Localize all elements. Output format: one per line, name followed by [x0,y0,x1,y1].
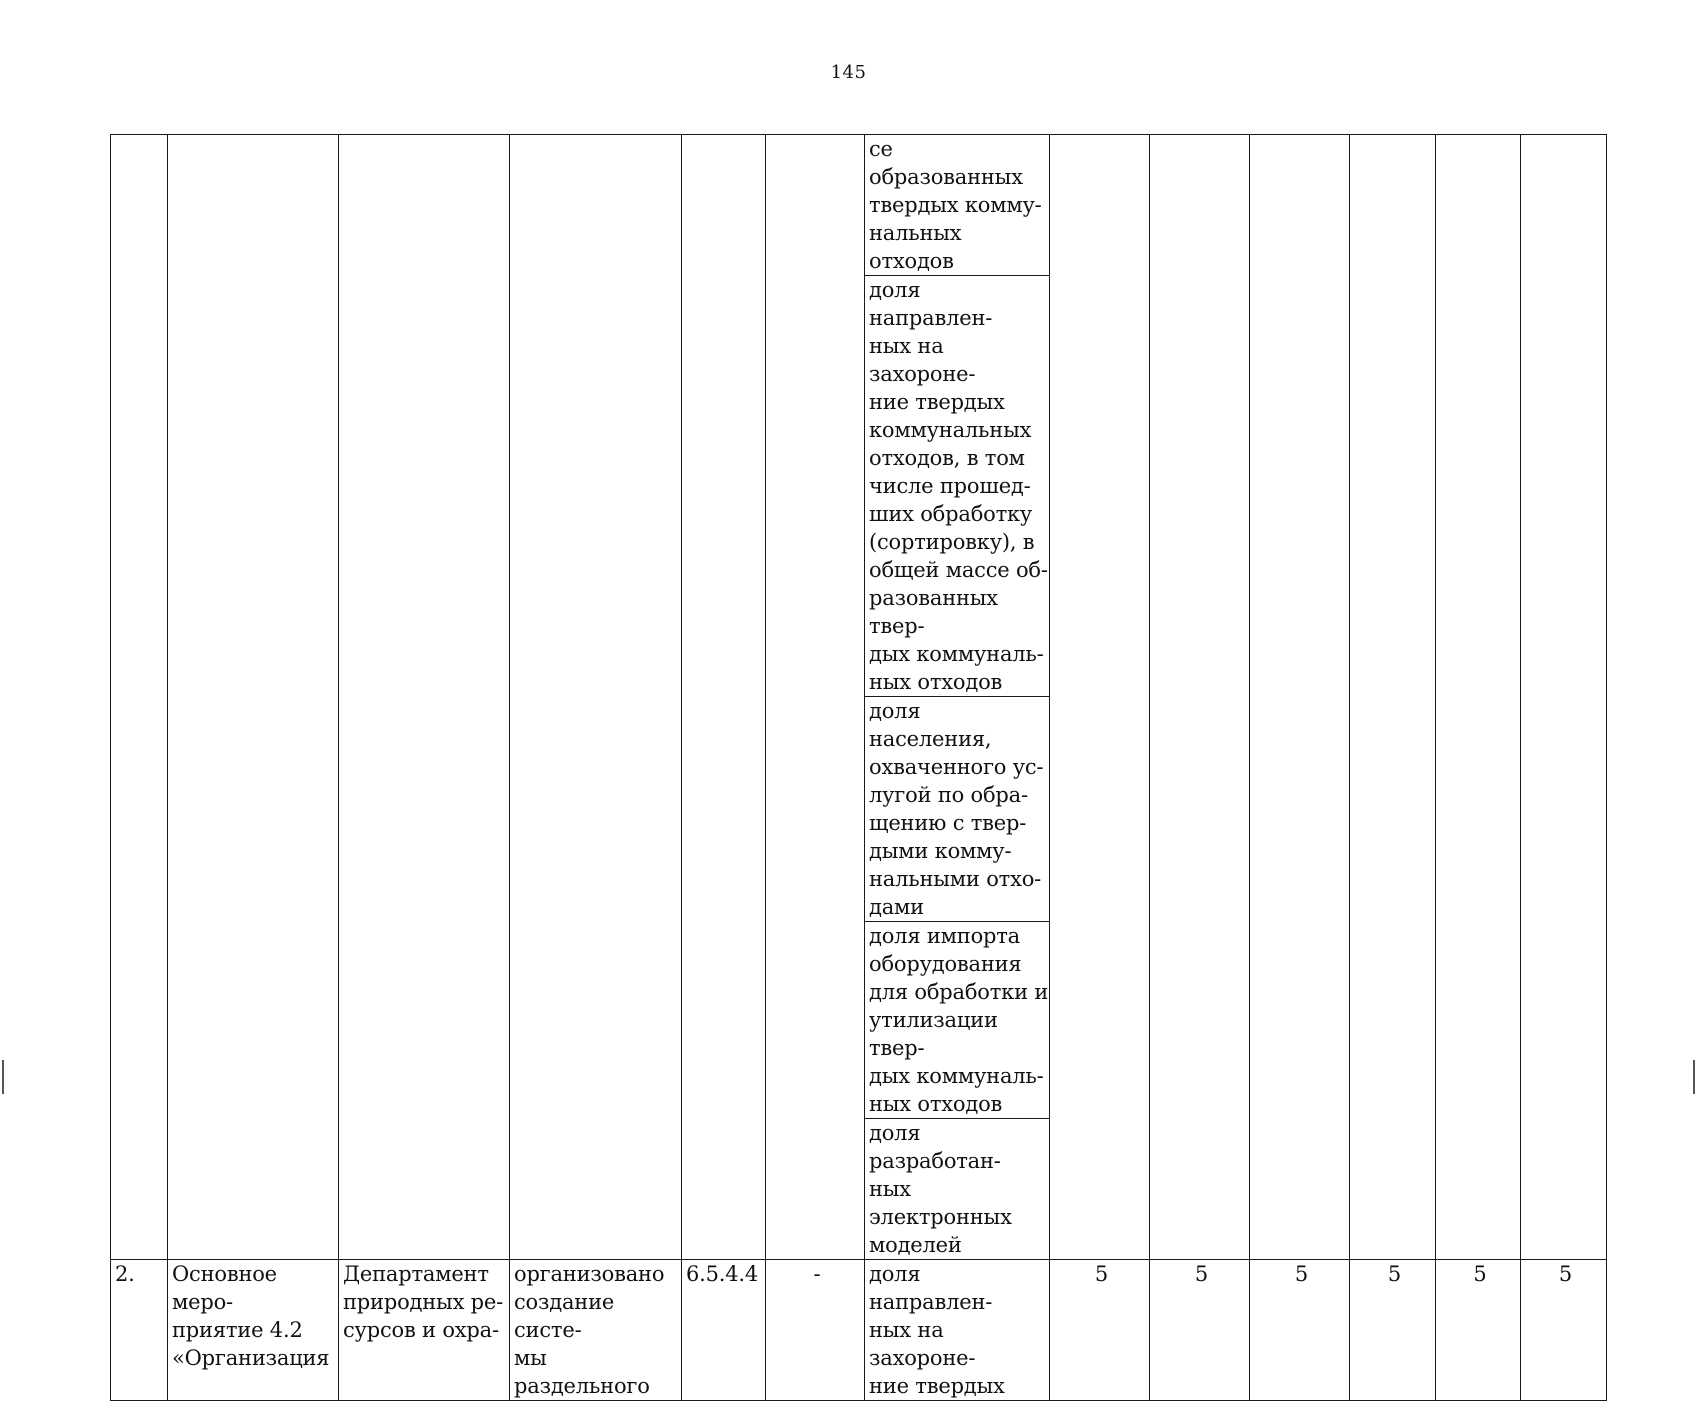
cell-result-empty [510,135,682,1260]
value-cell: 5 [1521,1260,1607,1401]
cell-code-empty [682,135,766,1260]
cell-value-empty [1521,135,1607,1260]
cell-executor-empty [339,135,510,1260]
indicator-cell: доля направлен- ных на захороне- ние твердых коммунальных отходов, в том числе прошед- ших обработку (сортировку), в общей массе об- разованных твер- дых коммуналь- ных отходов [865,276,1050,697]
cell-measure-empty [168,135,339,1260]
scan-margin-mark [1693,1060,1695,1094]
continuation-row [111,135,1607,276]
dash-cell: - [766,1260,865,1401]
indicator-cell: доля населения, охваченного ус- лугой по обра- щению с твер- дыми комму- нальными отхо- дами [865,697,1050,922]
scan-margin-mark [2,1060,4,1094]
page-number: 145 [830,62,867,83]
executor: Департамент природных ре- сурсов и охра- [339,1260,510,1401]
cell-value-empty [1250,135,1350,1260]
row-number: 2. [111,1260,168,1401]
cell-number-empty [111,135,168,1260]
program-code: 6.5.4.4 [682,1260,766,1401]
program-table [110,134,1607,1401]
cell-value-empty [1150,135,1250,1260]
indicator-cell: доля импорта оборудования для обработки и утилизации твер- дых коммуналь- ных отходов [865,922,1050,1119]
cell-dash-empty [766,135,865,1260]
expected-result: организовано создание систе- мы раздельного [510,1260,682,1401]
measure-name: Основное меро- приятие 4.2 «Организация [168,1260,339,1401]
cell-value-empty [1350,135,1436,1260]
indicator-cell: се образованных твердых комму- нальных отходов [865,135,1050,276]
indicator-cell: доля разработан- ных электронных моделей [865,1119,1050,1260]
table-row-2 [111,1260,1607,1401]
indicator-cell: доля направлен- ных на захороне- ние твердых [865,1260,1050,1401]
cell-value-empty [1050,135,1150,1260]
value-cell: 5 [1150,1260,1250,1401]
value-cell: 5 [1350,1260,1436,1401]
value-cell: 5 [1250,1260,1350,1401]
value-cell: 5 [1436,1260,1521,1401]
value-cell: 5 [1050,1260,1150,1401]
cell-value-empty [1436,135,1521,1260]
